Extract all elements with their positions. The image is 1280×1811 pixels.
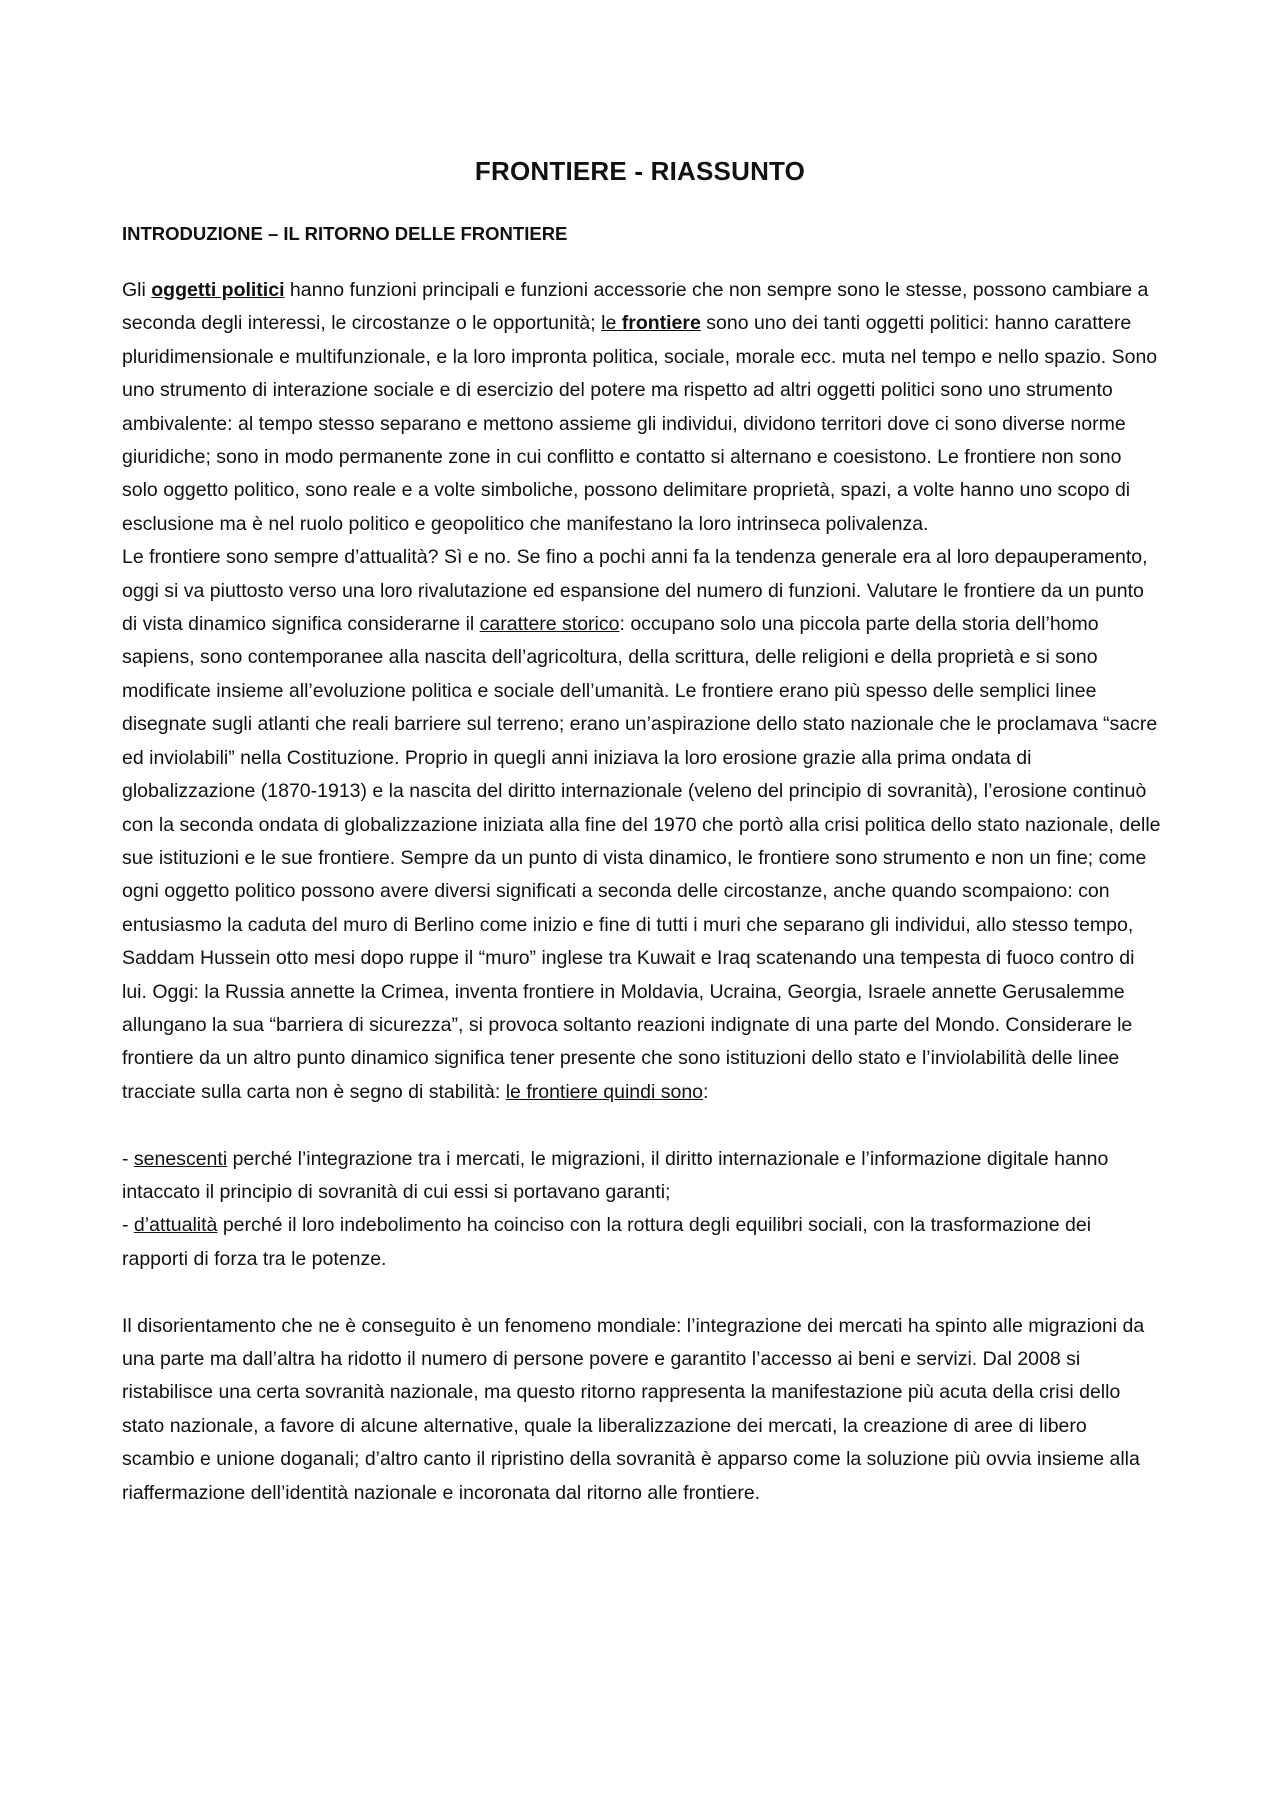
term-senescenti: senescenti [133, 1147, 228, 1170]
text-run: : [703, 1080, 709, 1103]
document-body [122, 274, 1162, 1510]
term-attualita: d’attualità [133, 1214, 218, 1237]
term-oggetti-politici: oggetti politici [151, 279, 285, 301]
text-run: : occupano solo una piccola parte della storia dell’homo sapiens, sono contemporanee alla nascita dell’agricoltura, della scrittura, delle religioni e della proprietà e si sono modificate insieme all’evoluzione politica e sociale dell’umanità. Le frontiere erano più spesso delle semplici linee disegnate sugli atlanti che reali barriere sul terreno; erano un’aspirazione dello stato nazionale che le proclamava “sacre ed inviolabili” nella Costituzione. Proprio in quegli anni iniziava la loro erosione grazie alla prima ondata di globalizzazione (1870-1913) e la nascita del diritto internazionale (veleno del principio di sovranità), l’erosione continuò con la seconda ondata di globalizzazione iniziata alla fine del 1970 che portò alla crisi politica dello stato nazionale, delle sue istituzioni e le sue frontiere. Sempre da un punto di vista dinamico, le frontiere sono strumento e non un fine; come ogni oggetto politico possono avere diversi significati a seconda delle circostanze, anche quando scompaiono: con entusiasmo la caduta del muro di Berlino come inizio e fine di tutti i muri che separano gli individui, allo stesso tempo, Saddam Hussein otto mesi dopo ruppe il “muro” inglese tra Kuwait e Iraq scatenando una tempesta di fuoco contro di lui. Oggi: la Russia annette la Crimea, inventa frontiere in Moldavia, Ucraina, Georgia, Israele annette Gerusalemme allungano la sua “barriera di sicurezza”, si provoca soltanto reazioni indignate di una parte del Mondo. Considerare le frontiere da un altro punto dinamico significa tener presente che sono istituzioni dello stato e l’inviolabilità delle linee tracciate sulla carta non è segno di stabilità: [122, 613, 1161, 1103]
section-heading: INTRODUZIONE – IL RITORNO DELLE FRONTIERE [122, 223, 568, 244]
paragraph-intro [122, 274, 1162, 541]
paragraph-disorientamento: Il disorientamento che ne è conseguito è un fenomeno mondiale: l’integrazione dei mercati ha spinto alle migrazioni da una parte ma dall’altra ha ridotto il numero di persone povere e garantito l’accesso ai beni e servizi. Dal 2008 si ristabilisce una certa sovranità nazionale, ma questo ritorno rappresenta la manifestazione più acuta della crisi dello stato nazionale, a favore di alcune alternative, quale la liberalizzazione dei mercati, la creazione di aree di libero scambio e unione doganali; d’altro canto il ripristino della sovranità è apparso come la soluzione più ovvia insieme alla riaffermazione dell’identità nazionale e incoronata dal ritorno alle frontiere. [122, 1314, 1145, 1504]
term-carattere-storico: carattere storico [479, 613, 620, 636]
term-frontiere: frontiere [621, 312, 701, 335]
text-run: Gli [122, 279, 152, 301]
list-item-senescenti [122, 1143, 1162, 1210]
text-run: sono uno dei tanti oggetti politici: hanno carattere pluridimensionale e multifunzionale, e la loro impronta politica, sociale, morale ecc. muta nel tempo e nello spazio. Sono uno strumento di interazione sociale e di esercizio del potere ma rispetto ad altri oggetti politici sono uno strumento ambivalente: al tempo stesso separano e mettono assieme gli individui, dividono territori dove ci sono diverse norme giuridiche; sono in modo permanente zone in cui conflitto e contatto si alternano e coesistono. Le frontiere non sono solo oggetto politico, sono reale e a volte simboliche, possono delimitare proprietà, spazi, a volte hanno uno scopo di esclusione ma è nel ruolo politico e geopolitico che manifestano la loro intrinseca polivalenza. [122, 312, 1158, 535]
list-item-attualita [122, 1209, 1162, 1276]
list-dash: - [122, 1214, 134, 1237]
spacer [122, 1109, 1162, 1142]
page-title: FRONTIERE - RIASSUNTO [474, 156, 806, 186]
text-run: hanno funzioni principali e funzioni accessorie che non sempre sono le stesse, possono cambiare a seconda degli interessi, le circostanze o le opportunità; [122, 279, 1149, 335]
term-le: le [601, 312, 622, 335]
term-le-frontiere-quindi-sono: le frontiere quindi sono [505, 1080, 704, 1103]
list-dash: - [122, 1147, 134, 1170]
text-run: perché l’integrazione tra i mercati, le migrazioni, il diritto internazionale e l’informazione digitale hanno intaccato il principio di sovranità di cui essi si portavano garanti; [122, 1147, 1109, 1203]
spacer [122, 1276, 1162, 1309]
text-run: perché il loro indebolimento ha coinciso con la rottura degli equilibri sociali, con la trasformazione dei rapporti di forza tra le potenze. [122, 1214, 1092, 1270]
paragraph-attualita [122, 541, 1162, 1109]
text-run: Le frontiere sono sempre d’attualità? Sì e no. Se fino a pochi anni fa la tendenza generale era al loro depauperamento, oggi si va piuttosto verso una loro rivalutazione ed espansione del numero di funzioni. Valutare le frontiere da un punto di vista dinamico significa considerarne il [122, 546, 1148, 636]
